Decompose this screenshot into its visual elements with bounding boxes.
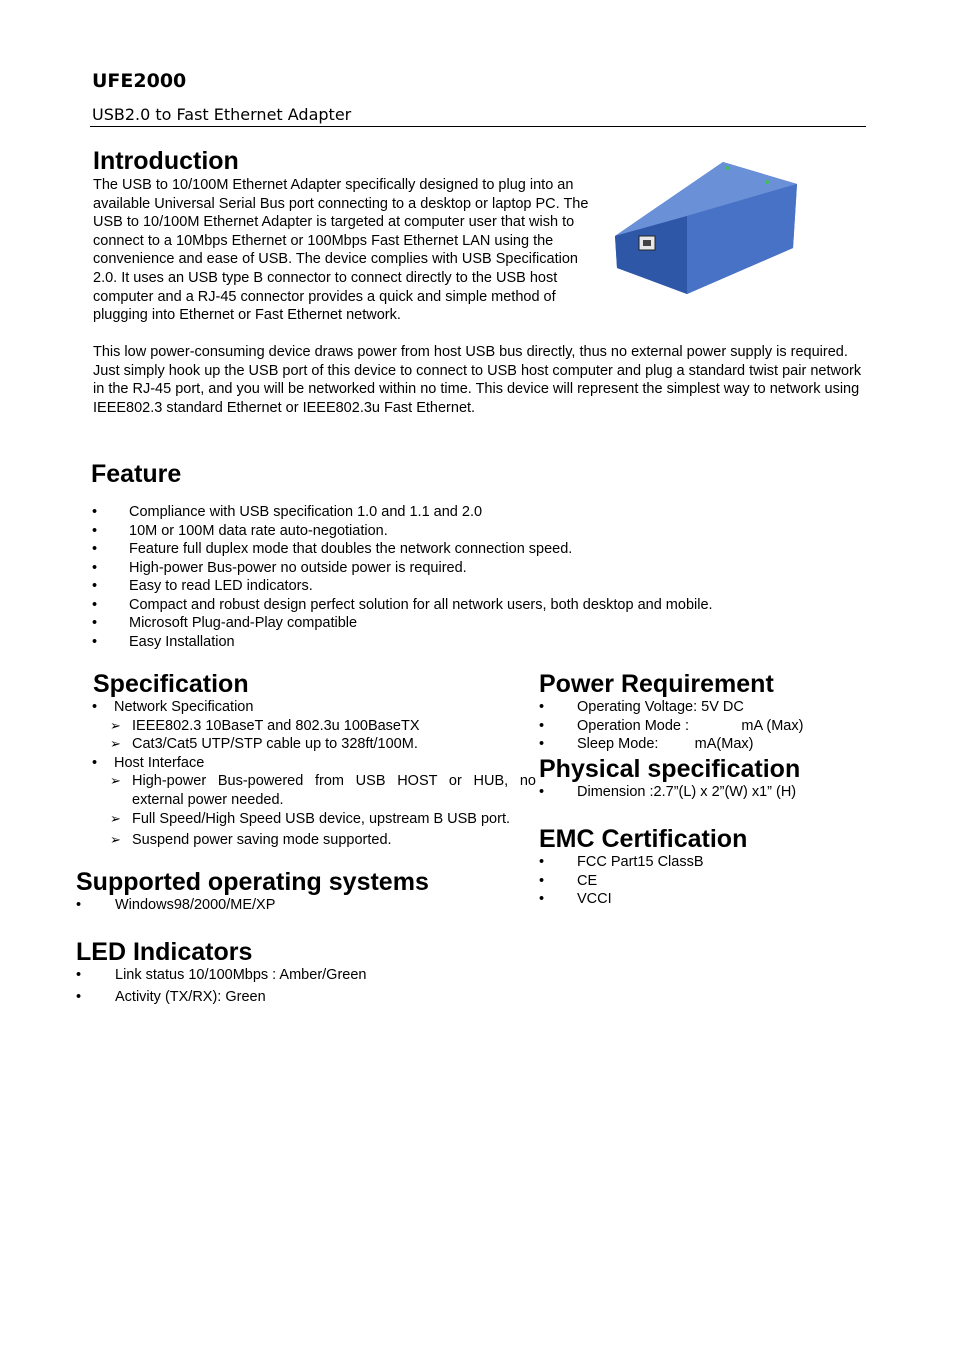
- arrow-icon: ➢: [110, 773, 121, 788]
- feature-heading: Feature: [91, 460, 182, 488]
- arrow-icon: ➢: [110, 811, 121, 826]
- list-item: • Feature full duplex mode that doubles the network connection speed.: [92, 541, 573, 557]
- power-requirement-heading: Power Requirement: [539, 670, 774, 698]
- supported-os-list: [76, 896, 476, 915]
- physical-specification-list: [539, 783, 859, 802]
- emc-certification-list: [539, 853, 859, 909]
- list-item: • 10M or 100M data rate auto-negotiation.: [92, 522, 388, 539]
- physical-specification-heading: Physical specification: [539, 755, 801, 783]
- introduction-paragraph-2: This low power-consuming device draws power from host USB bus directly, thus no external power supply is required. Just simply hook up the USB port of this device to connect to USB host computer and plug a standard twist pair network in the RJ-45 port, and you will be networked within no time. This device will represent the simplest way to network using IEEE802.3 standard Ethernet or IEEE802.3u Fast Ethernet.: [93, 344, 862, 416]
- list-item: • Activity (TX/RX): Green: [76, 988, 266, 1005]
- led-indicators-list: [76, 966, 496, 1006]
- list-item: • High-power Bus-power no outside power is required.: [92, 559, 467, 576]
- list-item: • Link status 10/100Mbps : Amber/Green: [76, 967, 367, 983]
- list-item: • Dimension :2.7”(L) x 2”(W) x1” (H): [539, 784, 797, 800]
- list-item: • Operating Voltage: 5V DC: [539, 699, 744, 715]
- list-item: • Easy to read LED indicators.: [92, 578, 313, 594]
- list-item: • Windows98/2000/ME/XP: [76, 897, 276, 913]
- list-item: ➢ High-power Bus-powered from USB HOST or HUB, no external power needed.: [110, 773, 536, 808]
- list-item: • Sleep Mode: mA(Max): [539, 736, 754, 752]
- power-requirement-list: [539, 698, 859, 754]
- list-item: • Compliance with USB specification 1.0 and 1.1 and 2.0: [92, 504, 483, 520]
- arrow-icon: ➢: [110, 736, 121, 751]
- list-item: • CE: [539, 872, 598, 889]
- list-item: • Host Interface: [92, 754, 205, 771]
- arrow-icon: ➢: [110, 717, 121, 733]
- introduction-paragraph-1: The USB to 10/100M Ethernet Adapter specifically designed to plug into an available Universal Serial Bus port connecting to a desktop or laptop PC. The USB to 10/100M Ethernet Adapter is targeted at computer user that wish to connect to a 10Mbps Ethernet or 100Mbps Fast Ethernet LAN using the convenience and ease of USB. The device complies with USB Specification 2.0. It uses an USB type B connector to connect directly to the USB host computer and a RJ-45 connector provides a quick and simple method of plugging into Ethernet or Fast Ethernet network.: [93, 177, 589, 324]
- usb-ethernet-adapter-icon: [605, 158, 810, 298]
- specification-heading: Specification: [93, 670, 249, 698]
- product-subtitle: USB2.0 to Fast Ethernet Adapter: [92, 105, 352, 124]
- led-indicators-heading: LED Indicators: [76, 938, 253, 966]
- model-number: UFE2000: [92, 70, 187, 92]
- supported-os-heading: Supported operating systems: [76, 868, 429, 896]
- list-item: ➢ Suspend power saving mode supported.: [110, 831, 392, 848]
- arrow-icon: ➢: [110, 831, 121, 847]
- specification-list: [92, 698, 536, 849]
- introduction-heading: Introduction: [93, 147, 239, 175]
- list-item: • Compact and robust design perfect solution for all network users, both desktop and mobile.: [92, 596, 713, 613]
- list-item: ➢ Cat3/Cat5 UTP/STP cable up to 328ft/100M.: [110, 736, 418, 752]
- list-item: ➢ Full Speed/High Speed USB device, upstream B USB port.: [110, 811, 510, 827]
- header-rule: [90, 126, 866, 127]
- list-item: • FCC Part15 ClassB: [539, 854, 704, 870]
- list-item: • Network Specification: [92, 699, 254, 715]
- list-item: • Microsoft Plug-and-Play compatible: [92, 615, 358, 631]
- feature-list: [92, 503, 852, 651]
- list-item: • VCCI: [539, 891, 612, 907]
- emc-certification-heading: EMC Certification: [539, 825, 748, 853]
- list-item: • Easy Installation: [92, 633, 235, 650]
- list-item: ➢ IEEE802.3 10BaseT and 802.3u 100BaseTX: [110, 717, 420, 734]
- list-item: • Operation Mode : mA (Max): [539, 717, 804, 734]
